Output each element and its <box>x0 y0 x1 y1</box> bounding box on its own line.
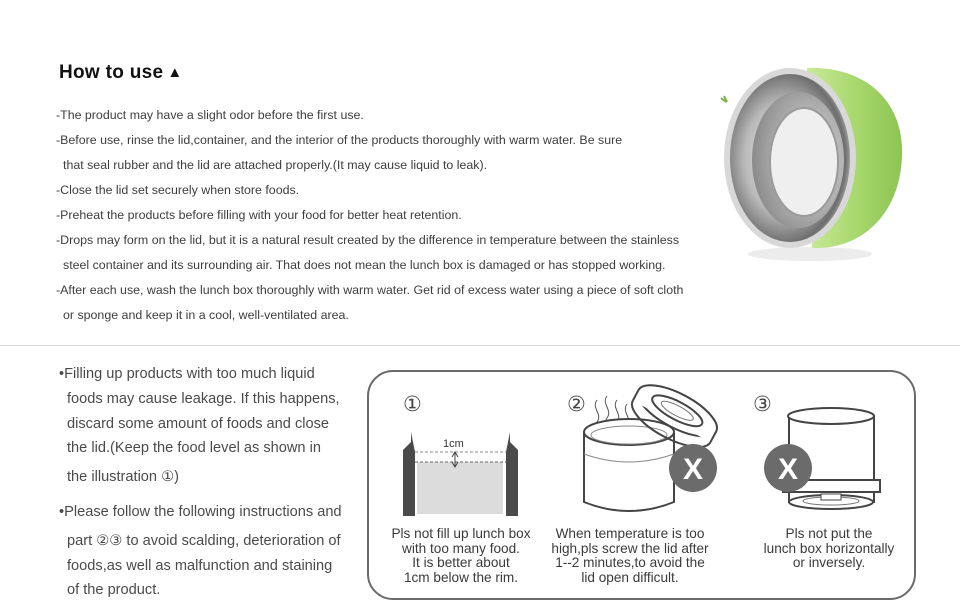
illustration-panel <box>367 370 916 600</box>
instruction-line: -After each use, wash the lunch box thoroughly with warm water. Get rid of excess water using a piece of soft cloth <box>56 283 684 297</box>
caption-line: or inversely. <box>792 555 866 571</box>
instruction-line: -Before use, rinse the lid,container, and the interior of the products thoroughly with warm water. Be sure <box>56 133 623 147</box>
cup-cross-section-icon <box>403 432 518 516</box>
caption-2 <box>545 527 715 585</box>
lunch-bowl-image <box>712 58 912 270</box>
note-line: foods may cause leakage. If this happens, <box>67 390 340 407</box>
note-line: foods,as well as malfunction and staining <box>67 557 333 574</box>
step-number-3: ③ <box>753 392 772 416</box>
section-divider <box>0 345 960 346</box>
page-title <box>59 62 183 84</box>
caption-line: It is better about <box>412 555 510 571</box>
caption-line: Pls not fill up lunch box <box>391 526 531 541</box>
instruction-line: or sponge and keep it in a cool, well-ventilated area. <box>63 308 349 322</box>
note-line: discard some amount of foods and close <box>67 415 330 432</box>
caption-3 <box>749 527 909 571</box>
inverted-box-icon <box>764 408 880 509</box>
instruction-line: -Preheat the products before filling with your food for better heat retention. <box>56 208 462 222</box>
measure-label: 1cm <box>443 438 464 450</box>
instruction-line: steel container and its surrounding air. That does not mean the lunch box is damaged or has stopped working. <box>63 258 666 272</box>
note-line: •Filling up products with too much liquid <box>59 366 315 382</box>
instruction-list <box>56 103 746 328</box>
caption-line: 1cm below the rim. <box>403 569 519 585</box>
note-line: the illustration ①) <box>67 469 180 486</box>
caption-line: with too many food. <box>402 540 520 556</box>
hot-container-icon <box>584 375 724 511</box>
instruction-line: -Drops may form on the lid, but it is a natural result created by the difference in temperature between the stainless <box>56 233 680 247</box>
note-line: part ②③ to avoid scalding, deterioration of <box>67 532 341 549</box>
instruction-line: that seal rubber and the lid are attached properly.(It may cause liquid to leak). <box>63 158 488 172</box>
caution-notes <box>59 362 364 603</box>
step-number-1: ① <box>403 392 422 416</box>
caption-1 <box>381 527 541 585</box>
triangle-up-icon: ▲ <box>167 64 183 81</box>
title-text: How to use <box>59 62 164 83</box>
step-number-2: ② <box>567 392 586 416</box>
caption-line: Pls not put the <box>785 526 873 541</box>
caption-line: high,pls screw the lid after <box>551 540 709 556</box>
x-mark-2: X <box>682 453 704 486</box>
x-mark-3: X <box>777 453 799 486</box>
note-line: the lid.(Keep the food level as shown in <box>67 440 321 457</box>
caption-line: When temperature is too <box>555 526 705 541</box>
instruction-line: -Close the lid set securely when store foods. <box>56 183 300 197</box>
caption-line: 1--2 minutes,to avoid the <box>555 555 705 571</box>
note-line: of the product. <box>67 582 161 599</box>
instruction-line: -The product may have a slight odor before the first use. <box>56 108 364 122</box>
caption-line: lid open difficult. <box>581 569 679 585</box>
note-line: •Please follow the following instructions and <box>59 503 342 520</box>
caption-line: lunch box horizontally <box>763 540 895 556</box>
